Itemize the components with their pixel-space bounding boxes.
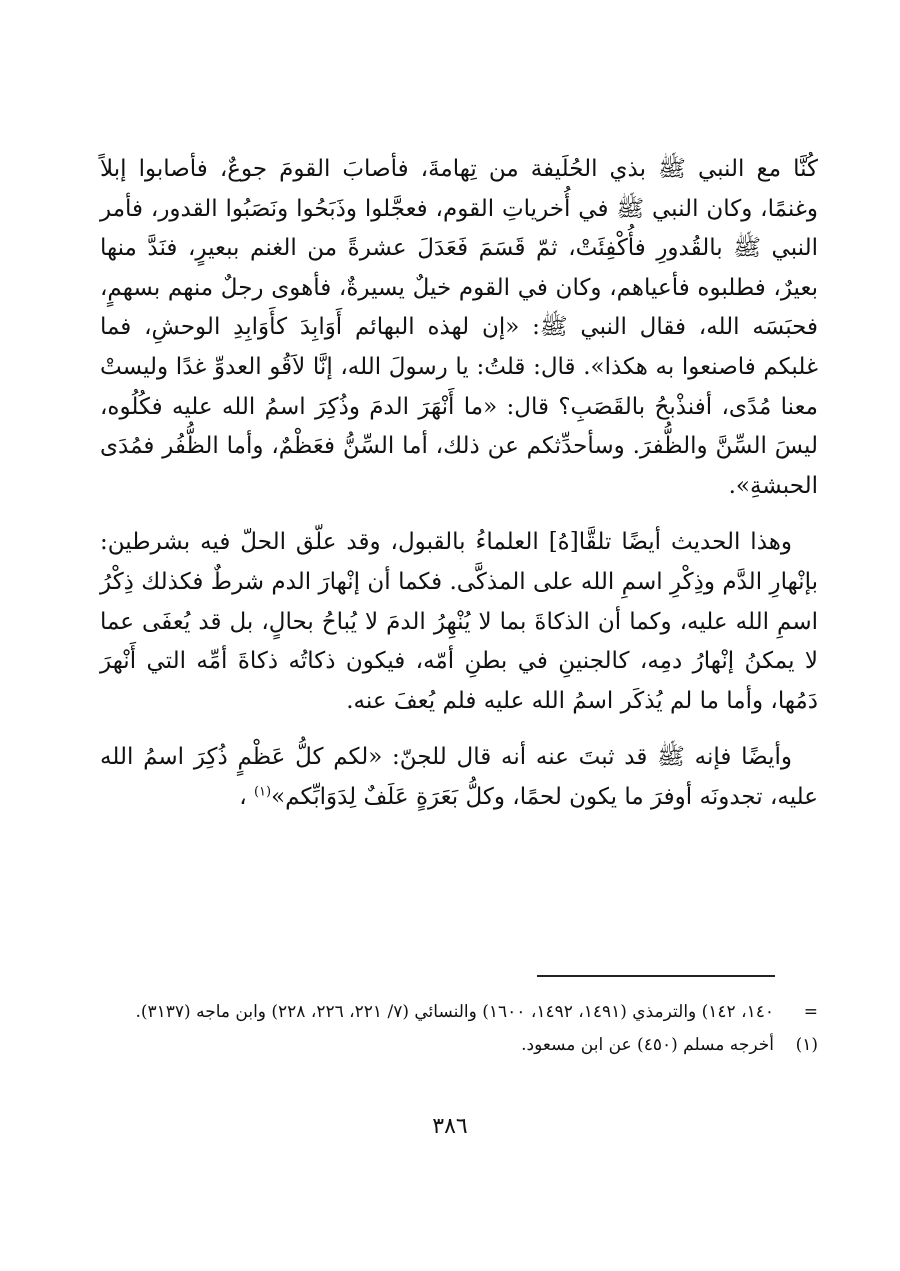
- trailing-comma: ،: [239, 783, 247, 810]
- jinn-hadith-paragraph: [100, 738, 818, 817]
- hadith-paragraph: كُنَّا مع النبي ﷺ بذي الحُلَيفة من تِهامةَ، فأصابَ القومَ جوعٌ، فأصابوا إبلاً وغنمًا، وكان النبي ﷺ في أُخرياتِ القوم، فعجَّلوا وذَبَحُوا ونَصَبُوا القدور، فأمر النبي ﷺ بالقُدورِ فأُكْفِئَتْ، ثمّ قَسَمَ فَعَدَلَ عشرةً من الغنم ببعيرٍ، فنَدَّ منها بعيرٌ، فطلبوه فأعياهم، وكان في القوم خيلٌ يسيرةٌ، فأهوى رجلٌ منهم بسهمٍ، فحبَسَه الله، فقال النبي ﷺ: «إن لهذه البهائم أَوَابِدَ كأَوَابِدِ الوحشِ، فما غلبكم فاصنعوا به هكذا». قال: قلتُ: يا رسولَ الله، إنَّا لاَقُو العدوِّ غدًا وليستْ معنا مُدًى، أفنذْبحُ بالقَصَبِ؟ قال: «ما أَنْهَرَ الدمَ وذُكِرَ اسمُ الله عليه فكُلُوه، ليسَ السِّنَّ والظُّفرَ. وسأحدِّثكم عن ذلك، أما السِّنُّ فعَظْمٌ، وأما الظُّفُر فمُدَى الحبشةِ».: [100, 156, 818, 499]
- footnote-marker: =: [803, 1002, 818, 1022]
- footnote-separator: [537, 975, 775, 977]
- jinn-hadith-text: وأيضًا فإنه ﷺ قد ثبتَ عنه أنه قال للجنّ: «لكم كلُّ عَظْمٍ ذُكِرَ اسمُ الله عليه، تجدونَه أوفرَ ما يكون لحمًا، وكلُّ بَعَرَةٍ عَلَفٌ لِدَوَابِّكم»: [100, 744, 818, 810]
- footnotes: [100, 996, 818, 1062]
- footnote-continuation: [100, 996, 818, 1029]
- footnote-text: ١٤٠، ١٤٢) والترمذي (١٤٩١، ١٤٩٢، ١٦٠٠) والنسائي (٧/ ٢٢١، ٢٢٦، ٢٢٨) وابن ماجه (٣١٣٧).: [135, 1002, 774, 1022]
- commentary-paragraph: وهذا الحديث أيضًا تلقَّا[هُ] العلماءُ بالقبول، وقد علّق الحلّ فيه بشرطين: بإنْهارِ الدَّم وذِكْرِ اسمِ الله على المذكَّى. فكما أن إنْهارَ الدم شرطٌ فكذلك ذِكْرُ اسمِ الله عليه، وكما أن الذكاةَ بما لا يُنْهِرُ الدمَ لا يُباحُ بحالٍ، بل قد يُعفَى عما لا يمكنُ إنْهارُ دمِه، كالجنينِ في بطنِ أمّه، فيكون ذكاتُه ذكاةَ أمِّه التي أَنْهرَ دَمُها، وأما ما لم يُذكَر اسمُ الله عليه فلم يُعفَ عنه.: [100, 529, 818, 714]
- main-text: [100, 150, 818, 818]
- footnote-marker: (١): [795, 1035, 818, 1055]
- footnote-text: أخرجه مسلم (٤٥٠) عن ابن مسعود.: [521, 1035, 774, 1055]
- page-number: ٣٨٦: [432, 1114, 468, 1139]
- footnote-reference[interactable]: (١): [253, 784, 272, 800]
- footnote-1: [100, 1029, 818, 1062]
